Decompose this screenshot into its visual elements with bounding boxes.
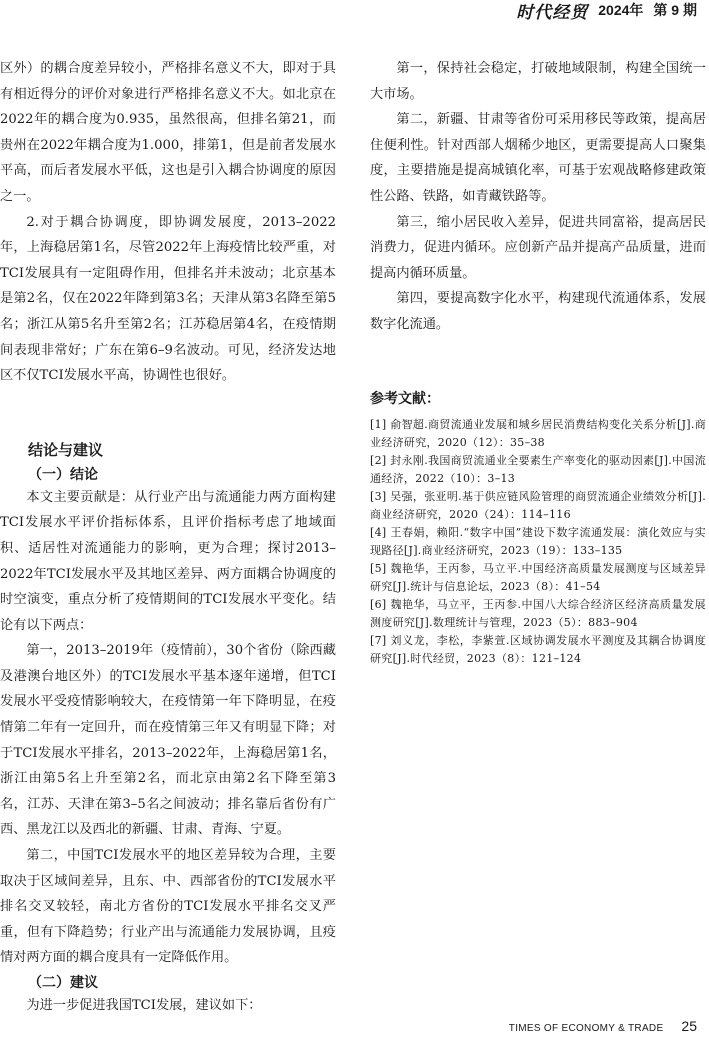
paragraph: 2.对于耦合协调度，即协调发展度，2013–2022年，上海稳居第1名，尽管2022年上海疫情比较严重，对TCI发展具有一定阻碍作用，但排名并未波动；北京基本是第2名，仅在2022年降到第3名；天津从第3名降至第5名；浙江从第5名升至第2名；江苏稳居第4名，在疫情期间表现非常好；广东在第6–9名波动。可见，经济发达地区不仅TCI发展水平高，协调性也很好。 bbox=[0, 214, 336, 384]
reference-item: [5] 魏艳华，王丙参，马立平.中国经济高质量发展测度与区域差异研究[J].统计与信息论坛，2023（8）：41–54 bbox=[370, 561, 706, 593]
journal-brand: 时代经贸 bbox=[516, 2, 589, 22]
journal-english-name: TIMES OF ECONOMY & TRADE bbox=[508, 1023, 664, 1034]
paragraph: 第二，新疆、甘肃等省份可采用移民等政策，提高居住便利性。针对西部人烟稀少地区，更需要提高人口聚集度，主要措施是提高城镇化率，可基于宏观战略修建政策性公路、铁路，如青藏铁路等。 bbox=[370, 112, 706, 204]
paragraph: 为进一步促进我国TCI发展，建议如下： bbox=[26, 998, 262, 1013]
reference-item: [7] 刘义龙，李松，李紫萱.区域协调发展水平测度及其耦合协调度研究[J].时代经贸，2023（8）：121–124 bbox=[370, 633, 706, 665]
page-number: 25 bbox=[681, 1018, 697, 1034]
paragraph: 第二，中国TCI发展水平的地区差异较为合理，主要取决于区域间差异，且东、中、西部省份的TCI发展水平排名交叉较轻，南北方省份的TCI发展水平排名交叉严重，但有下降趋势；行业产出与流通能力发展协调，且疫情对两方面的耦合度具有一定降低作用。 bbox=[0, 848, 336, 966]
paragraph: 第四，要提高数字化水平，构建现代流通体系，发展数字化流通。 bbox=[370, 291, 706, 332]
reference-item: [2] 封永刚.我国商贸流通业全要素生产率变化的驱动因素[J].中国流通经济，2022（10）：3–13 bbox=[370, 453, 706, 485]
paragraph: 本文主要贡献是：从行业产出与流通能力两方面构建TCI发展水平评价指标体系，且评价指标考虑了地域面积、适居性对流通能力的影响，更为合理；探讨2013–2022年TCI发展水平及其地区差异、两方面耦合协调度的时空演变，重点分析了疫情期间的TCI发展水平变化。结论有以下两点： bbox=[0, 489, 336, 633]
section-title: 结论与建议 bbox=[28, 441, 104, 459]
subsection-title: （一）结论 bbox=[28, 465, 98, 482]
reference-item: [4] 王春娟，赖阳.“数字中国”建设下数字流通发展：演化效应与实现路径[J].商业经济研究，2023（19）：133–135 bbox=[370, 525, 706, 557]
paragraph: 第一，保持社会稳定，打破地域限制，构建全国统一大市场。 bbox=[370, 61, 706, 102]
reference-item: [6] 魏艳华，马立平，王丙参.中国八大综合经济区经济高质量发展测度研究[J].数理统计与管理，2023（5）：883–904 bbox=[370, 597, 706, 629]
page-footer bbox=[509, 1018, 697, 1034]
paragraph: 第一，2013–2019年（疫情前），30个省份（除西藏及港澳台地区外）的TCI发展水平基本逐年递增，但TCI发展水平受疫情影响较大，在疫情第一年下降明显，在疫情第二年有一定回升，而在疫情第三年又有明显下降；对于TCI发展水平排名，2013–2022年，上海稳居第1名，浙江由第5名上升至第2名，而北京由第2名下降至第3名，江苏、天津在第3–5名之间波动；排名靠后省份有广西、黑龙江以及西北的新疆、甘肃、青海、宁夏。 bbox=[0, 643, 336, 838]
left-column bbox=[0, 56, 336, 1019]
references-title: 参考文献： bbox=[370, 389, 440, 406]
right-column bbox=[370, 56, 706, 668]
reference-item: [1] 俞智超.商贸流通业发展和城乡居民消费结构变化关系分析[J].商业经济研究，2020（12）：35–38 bbox=[370, 417, 706, 449]
reference-item: [3] 吴强，张亚明.基于供应链风险管理的商贸流通企业绩效分析[J].商业经济研究，2020（24）：114–116 bbox=[370, 489, 706, 521]
issue-year: 2024年 bbox=[598, 2, 644, 18]
page-header bbox=[516, 0, 697, 20]
paragraph: 第三，缩小居民收入差异，促进共同富裕，提高居民消费力，促进内循环。应创新产品并提高产品质量，进而提高内循环质量。 bbox=[370, 214, 706, 281]
issue-number: 第 9 期 bbox=[653, 2, 697, 18]
references-list bbox=[370, 416, 706, 668]
paragraph: 区外）的耦合度差异较小，严格排名意义不大，即对于具有相近得分的评价对象进行严格排名意义不大。如北京在2022年的耦合度为0.935，虽然很高，但排名第21，而贵州在2022年耦合度为1.000，排第1，但是前者发展水平高，而后者发展水平低，这也是引入耦合协调度的原因之一。 bbox=[0, 61, 336, 204]
subsection-title: （二）建议 bbox=[28, 974, 98, 990]
